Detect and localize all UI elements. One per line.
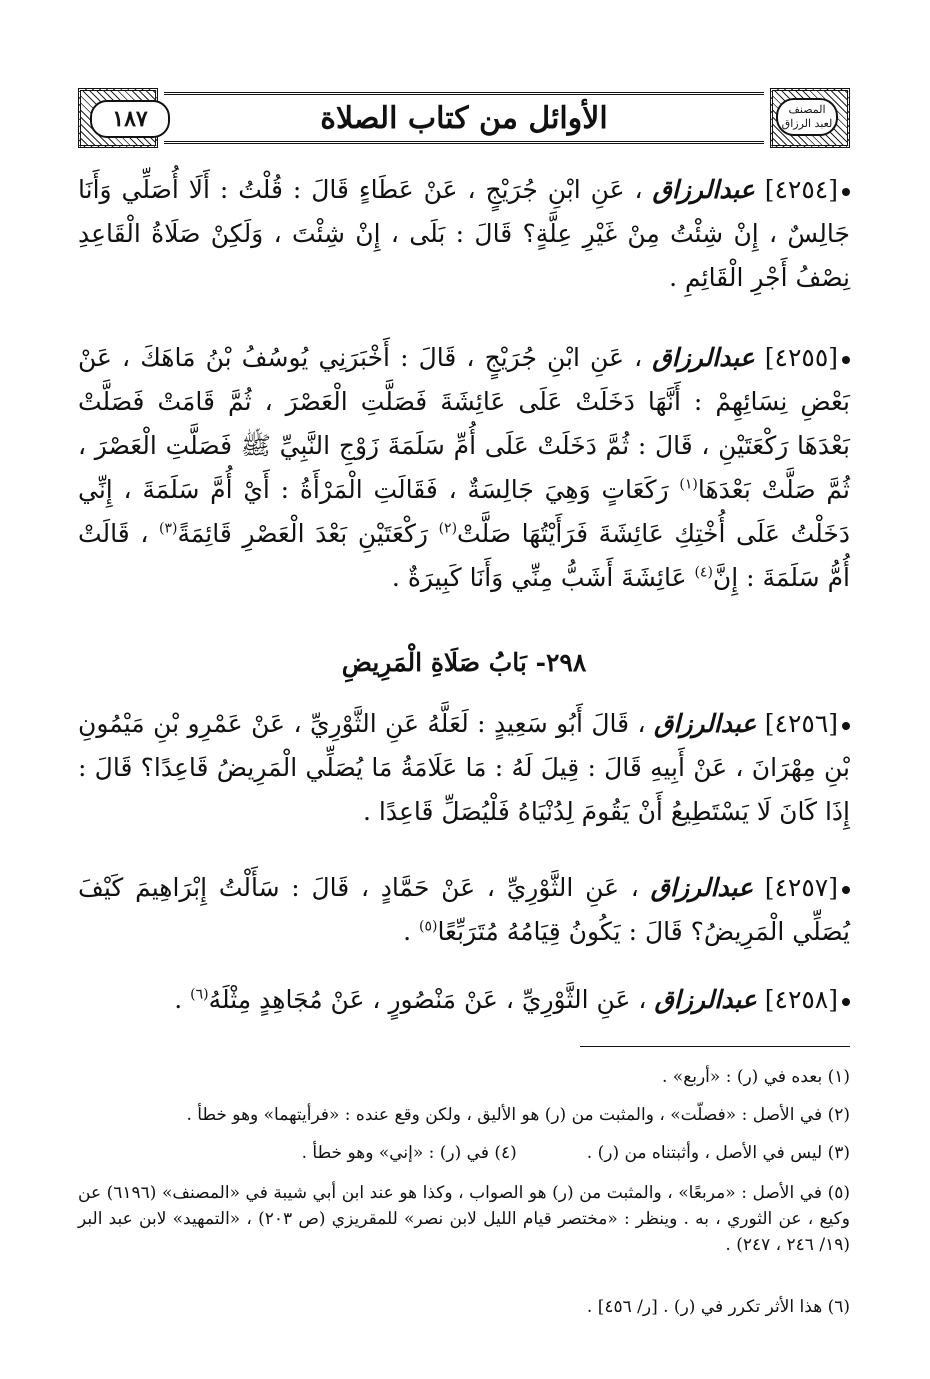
hadith-number: [٤٢٥٨] [764, 985, 838, 1014]
page-number: ١٨٧ [90, 100, 170, 138]
hadith-4257 [78, 866, 850, 954]
footnote-6: (٦) هذا الأثر تكرر في (ر) . [ر/ ٤٥٦] . [586, 1297, 850, 1317]
footnote-1: (١) بعده في (ر) : «أربع» . [661, 1067, 850, 1087]
footnote-ref-2[interactable]: (٢) [438, 520, 458, 537]
footnote-4: (٤) في (ر) : «إني» وهو خطأ . [301, 1143, 517, 1163]
hadith-text: ، عَنِ الثَّوْرِيِّ ، عَنْ مَنْصُورٍ ، عَنْ مُجَاهِدٍ مِثْلَهُ [208, 985, 647, 1014]
hadith-4254 [78, 168, 850, 300]
page-header [78, 88, 850, 148]
footnote-ref-3[interactable]: (٣) [158, 520, 178, 537]
hadith-text: رَكَعَاتٍ وَهِيَ جَالِسَةٌ ، فَقَالَتِ الْمَرْأَةُ : أَيْ أُمَّ سَلَمَةَ ، إِنِّي دَخَلْتُ عَلَى أُخْتِكِ عَائِشَةَ فَرَأَيْتُهَا صَلَّتْ [78, 475, 851, 548]
footnote-3: (٣) ليس في الأصل ، وأثبتناه من (ر) . [586, 1143, 850, 1163]
bullet-icon [842, 722, 850, 730]
footnote-ref-1[interactable]: (١) [679, 476, 698, 493]
hadith-text: ، قَالَ أَبُو سَعِيدٍ : لَعَلَّهُ عَنِ الثَّوْرِيِّ ، عَنْ عَمْرِو بْنِ مَيْمُونِ بْنِ مِهْرَانَ ، عَنْ أَبِيهِ قَالَ : قِيلَ لَهُ : مَا عَلَامَةُ مَا يُصَلِّي الْمَرِيضُ قَاعِدًا؟ قَالَ : إِذَا كَانَ لَا يَسْتَطِيعُ أَنْ يَقُومَ لِدُنْيَاهُ فَلْيُصَلِّ قَاعِدًا . [78, 709, 850, 826]
hadith-text: عَائِشَةَ أَشَبُّ مِنِّي وَأَنَا كَبِيرَةٌ . [391, 563, 687, 592]
footnote-ref-6[interactable]: (٦) [190, 986, 209, 1003]
narrator-name: عبدالرزاق [650, 873, 753, 902]
emblem-line-2: لعبد الرزاق [781, 117, 833, 130]
footnote-5: (٥) في الأصل : «مربعًا» ، والمثبت من (ر) هو الصواب ، وكذا هو عند ابن أبي شيبة في «المصنف» (٦١٩٦) عن وكيع ، عن الثوري ، به . وينظر : «مختصر قيام الليل لابن نصر» للمقريزي (ص ٢٠٣) ، «التمهيد» لابن عبد البر (١٩/ ٢٤٦ ، ٢٤٧) . [78, 1183, 850, 1255]
hadith-4256 [78, 702, 850, 834]
sentence-end: . [174, 985, 183, 1014]
bullet-icon [842, 356, 850, 364]
bullet-icon [842, 998, 850, 1006]
bullet-icon [842, 886, 850, 894]
sentence-end: . [403, 917, 412, 946]
hadith-number: [٤٢٥٥] [764, 343, 839, 372]
emblem-line-1: المصنف [788, 103, 826, 116]
hadith-number: [٤٢٥٤] [764, 175, 838, 204]
footnote-ref-4[interactable]: (٤) [694, 564, 713, 581]
footnote-ref-5[interactable]: (٥) [418, 918, 438, 935]
hadith-4255 [78, 336, 850, 600]
hadith-text: ، قَالَتْ أُمُّ سَلَمَةَ : إِنَّ [78, 519, 850, 592]
hadith-text: ، عَنِ ابْنِ جُرَيْجٍ ، قَالَ : أَخْبَرَنِي يُوسُفُ بْنُ مَاهَكَ ، عَنْ بَعْضِ نِسَائِهِمْ : أَنَّهَا دَخَلَتْ عَلَى عَائِشَةَ فَصَلَّتِ الْعَصْرَ ، ثُمَّ قَامَتْ فَصَلَّتْ بَعْدَهَا رَكْعَتَيْنِ ، قَالَ : ثُمَّ دَخَلَتْ عَلَى أُمِّ سَلَمَةَ زَوْجِ النَّبِيِّ ﷺ فَصَلَّتِ الْعَصْرَ ، ثُمَّ صَلَّتْ بَعْدَهَا [78, 343, 850, 504]
book-emblem-logo [776, 98, 838, 136]
narrator-name: عبدالرزاق [653, 709, 757, 738]
narrator-name: عبدالرزاق [652, 175, 755, 204]
hadith-text: ، عَنِ ابْنِ جُرَيْجٍ ، عَنْ عَطَاءٍ قَالَ : قُلْتُ : أَلَا أُصَلِّي وَأَنَا جَالِسٌ ، إِنْ شِئْتُ مِنْ غَيْرِ عِلَّةٍ؟ قَالَ : بَلَى ، إِنْ شِئْتَ ، وَلَكِنْ صَلَاةُ الْقَاعِدِ نِصْفُ أَجْرِ الْقَائِمِ . [78, 175, 850, 292]
running-title: الأوائل من كتاب الصلاة [320, 101, 608, 136]
footnote-row-3-4 [78, 1140, 850, 1166]
hadith-number: [٤٢٥٦] [764, 709, 839, 738]
narrator-name: عبدالرزاق [652, 343, 755, 372]
hadith-number: [٤٢٥٧] [764, 873, 838, 902]
narrator-name: عبدالرزاق [654, 985, 757, 1014]
hadith-text: ، عَنِ الثَّوْرِيِّ ، عَنْ حَمَّادٍ ، قَالَ : سَأَلْتُ إِبْرَاهِيمَ كَيْفَ يُصَلِّي الْمَرِيضُ؟ قَالَ : يَكُونُ قِيَامُهُ مُتَرَبِّعًا [78, 873, 850, 946]
chapter-title: ٢٩٨- بَابُ صَلَاةِ الْمَرِيضِ [341, 648, 587, 677]
hadith-text: رَكْعَتَيْنِ بَعْدَ الْعَصْرِ قَائِمَةً [177, 519, 428, 548]
footnote-2: (٢) في الأصل : «فصلّت» ، والمثبت من (ر) هو الأليق ، ولكن وقع عنده : «فرأيتهما» وهو خطأ . [186, 1105, 850, 1125]
footnote-divider [580, 1046, 850, 1047]
bullet-icon [842, 188, 850, 196]
hadith-4258 [78, 978, 850, 1022]
header-title-band [164, 92, 764, 144]
